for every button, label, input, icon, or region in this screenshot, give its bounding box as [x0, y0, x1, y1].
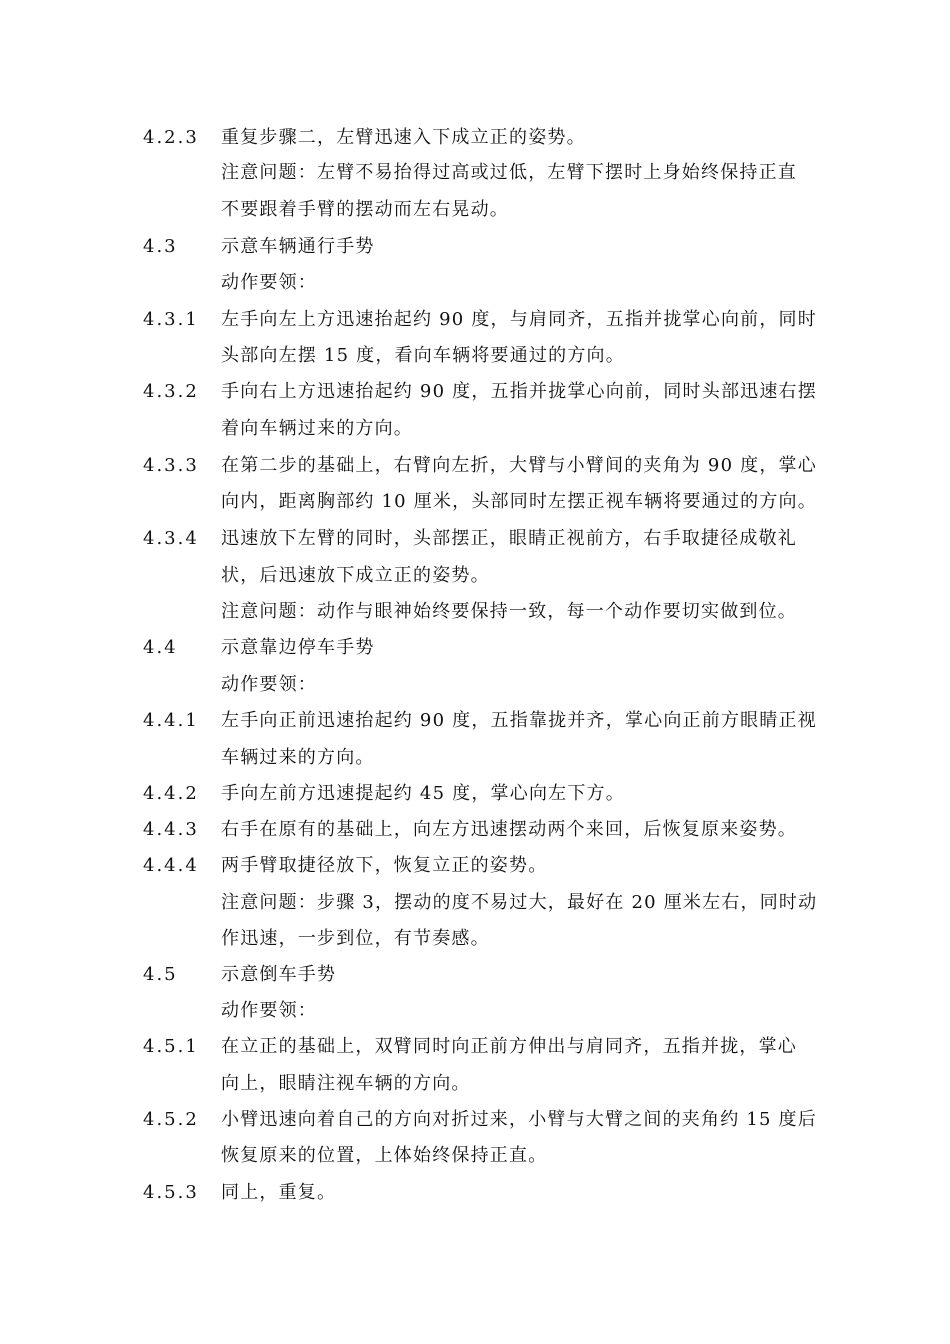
line-text: 重复步骤二，左臂迅速入下成立正的姿势。 — [221, 127, 586, 148]
text-line — [0, 597, 950, 627]
text-line — [0, 851, 950, 881]
text-line — [0, 232, 950, 262]
line-text: 手向右上方迅速抬起约 90 度，五指并拢掌心向前，同时头部迅速右摆 — [221, 381, 817, 402]
text-line — [0, 924, 950, 954]
text-line — [0, 960, 950, 990]
text-line — [0, 451, 950, 481]
line-text: 车辆过来的方向。 — [221, 747, 375, 768]
section-number: 4.3.2 — [143, 381, 199, 402]
text-line — [0, 158, 950, 188]
section-heading: 示意倒车手势 — [221, 964, 337, 985]
section-number: 4.2.3 — [143, 127, 199, 148]
line-text: 不要跟着手臂的摆动而左右晃动。 — [221, 199, 509, 220]
section-number: 4.4 — [143, 637, 178, 658]
text-line — [0, 779, 950, 809]
section-heading: 示意靠边停车手势 — [221, 637, 375, 658]
line-text: 左手向正前迅速抬起约 90 度，五指靠拢并齐，掌心向正前方眼睛正视 — [221, 710, 817, 731]
line-text: 在立正的基础上，双臂同时向正前方伸出与肩同齐，五指并拢，掌心 — [221, 1036, 797, 1057]
text-line — [0, 1178, 950, 1208]
section-number: 4.4.4 — [143, 855, 199, 876]
line-text: 在第二步的基础上，右臂向左折，大臂与小臂间的夹角为 90 度，掌心 — [221, 455, 817, 476]
section-heading: 示意车辆通行手势 — [221, 236, 375, 257]
line-text: 注意问题：步骤 3，摆动的度不易过大，最好在 20 厘米左右，同时动 — [221, 892, 818, 913]
section-number: 4.5.2 — [143, 1109, 199, 1130]
text-line — [0, 414, 950, 444]
text-line — [0, 524, 950, 554]
text-line — [0, 377, 950, 407]
text-line — [0, 1105, 950, 1135]
text-line — [0, 487, 950, 517]
text-line — [0, 305, 950, 335]
text-line — [0, 195, 950, 225]
text-line — [0, 706, 950, 736]
line-text: 同上，重复。 — [221, 1182, 337, 1203]
line-text: 迅速放下左臂的同时，头部摆正，眼睛正视前方，右手取捷径成敬礼 — [221, 528, 797, 549]
text-line — [0, 633, 950, 663]
text-line — [0, 743, 950, 773]
text-line — [0, 268, 950, 298]
line-text: 向内，距离胸部约 10 厘米，头部同时左摆正视车辆将要通过的方向。 — [221, 491, 817, 512]
section-number: 4.5.3 — [143, 1182, 199, 1203]
line-text: 注意问题：动作与眼神始终要保持一致，每一个动作要切实做到位。 — [221, 601, 797, 622]
line-text: 右手在原有的基础上，向左方迅速摆动两个来回，后恢复原来姿势。 — [221, 819, 797, 840]
section-number: 4.3.4 — [143, 528, 199, 549]
line-text: 动作要领： — [221, 272, 317, 293]
line-text: 手向左前方迅速提起约 45 度，掌心向左下方。 — [221, 783, 625, 804]
text-line — [0, 341, 950, 371]
section-number: 4.4.3 — [143, 819, 199, 840]
line-text: 着向车辆过来的方向。 — [221, 418, 413, 439]
text-line — [0, 996, 950, 1026]
line-text: 状，后迅速放下成立正的姿势。 — [221, 565, 490, 586]
text-line — [0, 815, 950, 845]
line-text: 恢复原来的位置，上体始终保持正直。 — [221, 1145, 548, 1166]
section-number: 4.3.1 — [143, 309, 199, 330]
line-text: 注意问题：左臂不易抬得过高或过低，左臂下摆时上身始终保持正直 — [221, 162, 797, 183]
text-line — [0, 1069, 950, 1099]
line-text: 向上，眼睛注视车辆的方向。 — [221, 1073, 471, 1094]
line-text: 小臂迅速向着自己的方向对折过来，小臂与大臂之间的夹角约 15 度后 — [221, 1109, 817, 1130]
line-text: 左手向左上方迅速抬起约 90 度，与肩同齐，五指并拢掌心向前，同时 — [221, 309, 817, 330]
section-number: 4.5.1 — [143, 1036, 199, 1057]
text-line — [0, 888, 950, 918]
text-line — [0, 1032, 950, 1062]
text-line — [0, 561, 950, 591]
text-line — [0, 1141, 950, 1171]
line-text: 头部向左摆 15 度，看向车辆将要通过的方向。 — [221, 345, 625, 366]
text-line — [0, 670, 950, 700]
section-number: 4.4.1 — [143, 710, 199, 731]
section-number: 4.4.2 — [143, 783, 199, 804]
section-number: 4.3.3 — [143, 455, 199, 476]
line-text: 动作要领： — [221, 1000, 317, 1021]
section-number: 4.5 — [143, 964, 178, 985]
line-text: 作迅速，一步到位，有节奏感。 — [221, 928, 490, 949]
line-text: 动作要领： — [221, 674, 317, 695]
section-number: 4.3 — [143, 236, 178, 257]
text-line — [0, 123, 950, 153]
line-text: 两手臂取捷径放下，恢复立正的姿势。 — [221, 855, 548, 876]
